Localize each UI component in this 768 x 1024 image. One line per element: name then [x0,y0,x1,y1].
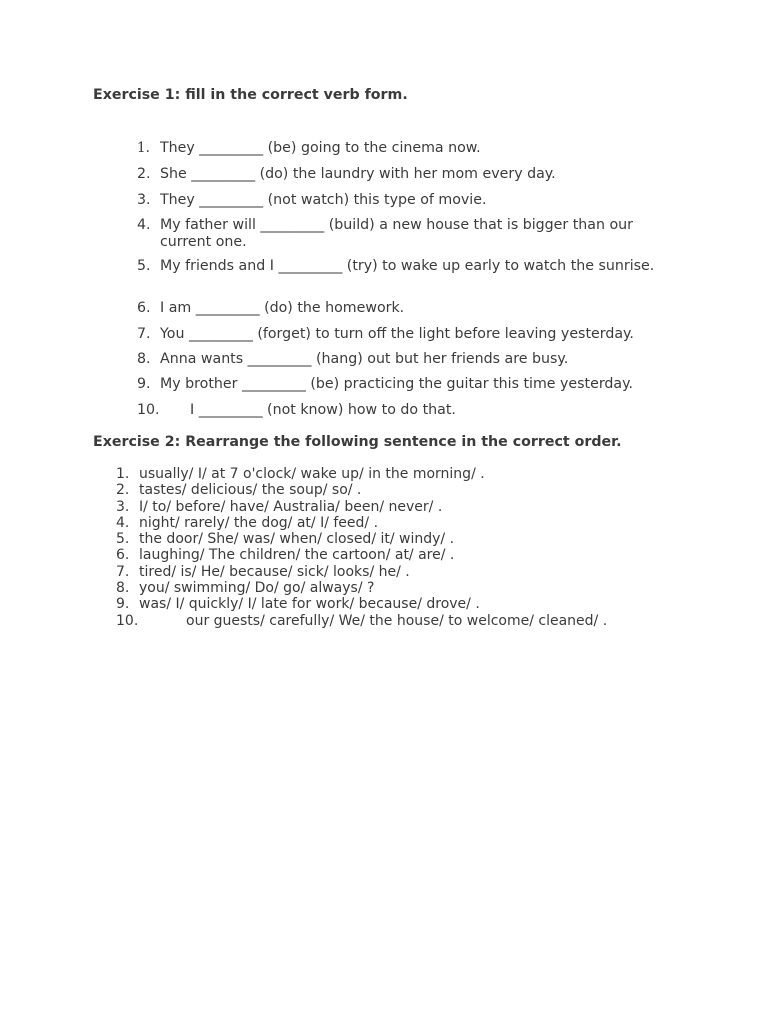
item-number: 9. [137,376,151,392]
item-text: our guests/ carefully/ We/ the house/ to welcome/ cleaned/ . [186,612,608,629]
item-text: usually/ I/ at 7 o'clock/ wake up/ in the morning/ . [139,466,485,482]
item-text: My brother _________ (be) practicing the guitar this time yesterday. [160,376,633,392]
item-number: 6. [116,547,130,564]
item-number: 10. [116,612,139,629]
item-number: 2. [116,482,130,499]
list-item [116,498,443,515]
item-number: 7. [116,563,130,580]
item-text: She _________ (do) the laundry with her mom every day. [160,166,556,182]
list-item [137,300,405,317]
list-item [137,166,556,183]
list-item [137,376,633,393]
list-item [137,192,487,209]
item-text: you/ swimming/ Do/ go/ always/ ? [139,580,375,597]
list-item [116,531,455,548]
item-number: 6. [137,300,151,316]
item-text: I am _________ (do) the homework. [160,300,405,316]
item-number: 5. [116,531,130,548]
item-number: 4. [137,217,151,233]
item-number: 4. [116,514,130,531]
item-text: You _________ (forget) to turn off the light before leaving yesterday. [160,326,634,342]
list-item [137,140,481,157]
item-number: 1. [137,140,150,156]
item-text: tired/ is/ He/ because/ sick/ looks/ he/ . [139,563,410,580]
item-number: 3. [116,498,130,515]
item-number: 10. [137,402,160,418]
item-number: 9. [116,596,130,613]
item-text: was/ I/ quickly/ I/ late for work/ because/ drove/ . [139,596,480,613]
item-text: My father will _________ (build) a new house that is bigger than our current one. [160,217,634,250]
list-item [116,563,410,580]
item-text: the door/ She/ was/ when/ closed/ it/ windy/ . [139,531,455,548]
item-text: I/ to/ before/ have/ Australia/ been/ never/ . [139,498,443,515]
item-number: 8. [137,351,151,367]
list-item [116,580,375,597]
exercise-2-title: Exercise 2: Rearrange the following sentence in the correct order. [93,434,622,450]
item-number: 3. [137,192,151,208]
item-number: 8. [116,580,130,597]
list-item [137,217,634,250]
exercise-1-title: Exercise 1: fill in the correct verb form. [93,87,408,103]
item-number: 1. [116,466,130,482]
item-text: They _________ (not watch) this type of movie. [160,192,487,208]
item-text: night/ rarely/ the dog/ at/ I/ feed/ . [139,514,379,531]
list-item [116,547,455,564]
item-number: 2. [137,166,151,182]
item-text: My friends and I _________ (try) to wake up early to watch the sunrise. [160,258,655,274]
list-item [137,351,569,368]
list-item [116,596,480,613]
item-text: tastes/ delicious/ the soup/ so/ . [139,482,362,499]
item-number: 5. [137,258,151,274]
list-item [116,482,362,499]
list-item [116,514,379,531]
list-item [137,326,634,343]
list-item [116,466,485,482]
item-text: laughing/ The children/ the cartoon/ at/ are/ . [139,547,455,564]
list-item [137,402,456,419]
exercise-2-list [116,466,608,629]
item-text: Anna wants _________ (hang) out but her friends are busy. [160,351,569,367]
list-item [116,612,608,629]
list-item [137,258,655,275]
item-number: 7. [137,326,151,342]
item-text: I _________ (not know) how to do that. [190,402,456,418]
item-text: They _________ (be) going to the cinema now. [160,140,481,156]
